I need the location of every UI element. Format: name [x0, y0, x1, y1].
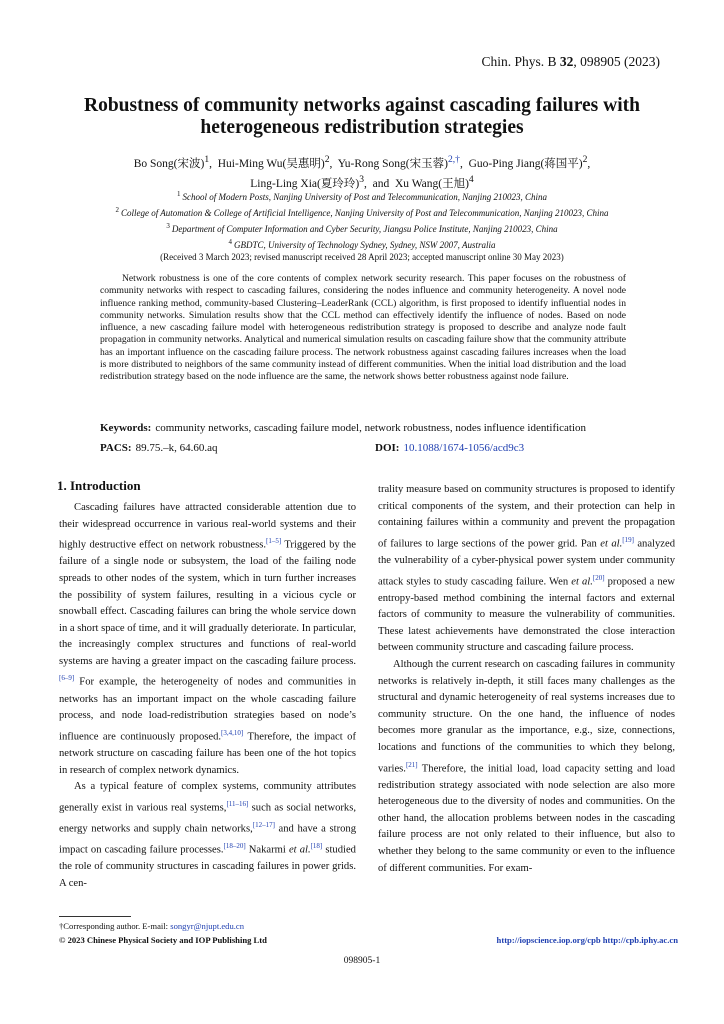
author: Bo Song(宋波)	[133, 157, 205, 170]
author: Yu-Rong Song(宋玉蓉)	[337, 157, 448, 170]
copyright: © 2023 Chinese Physical Society and IOP Publishing Ltd	[59, 935, 267, 945]
section-heading-introduction: 1. Introduction	[57, 478, 141, 493]
author-affiliation-mark: 4	[468, 173, 474, 185]
author-affiliation-mark: 1	[204, 154, 210, 165]
citation-link[interactable]: [11–16]	[226, 799, 249, 808]
citation-link[interactable]: [12–17]	[252, 820, 275, 829]
author-affiliation-mark: 2	[324, 154, 330, 165]
affiliation: $^1$ School of Modern Posts, Nanjing University of Post and Telecommunication, Nanjing 210023, China	[177, 190, 547, 202]
journal-year: (2023)	[624, 54, 660, 69]
author-affiliation-mark: 2,†	[447, 154, 460, 165]
corresponding-author-footnote: †Corresponding author. E-mail: songyr@njupt.edu.cn	[59, 921, 245, 931]
email-link[interactable]: songyr@njupt.edu.cn	[170, 921, 245, 931]
author-affiliation-mark: 3	[359, 173, 364, 185]
page-number: 098905-1	[343, 956, 381, 966]
paragraph: As a typical feature of complex systems, community attributes generally exist in various real systems,[11–16] such as social networks, energy networks and supply chain networks,[12–17] and have a strong impact on cascading failure processes.[18–20] Nakarmi et al.[18] studied the role of community structures in cascading failures in power grids. A cen-	[59, 781, 357, 889]
paragraph: Cascading failures have attracted considerable attention due to their widespread occurrence in various real-world systems and their highly destructive effect on network robustness.[1–5] Triggered by the failure of a single node or subsystem, the load of the failing node spreads to other nodes of the system, which in turn further increases the possibility of system failures, resulting in a vicious cycle or snowball effect. Cascading failures can bring the whole service down in a short space of time, and it will gradually deteriorate. In particular, the increasingly complex structures and functions of real-world systems are having a greater impact on the cascading failure process.[6–9] For example, the heterogeneity of nodes and communities in networks has an important impact on the whole cascading failure process, and node load-redistribution strategies based on node’s influence are continuously proposed.[3,4,10] Therefore, the impact of network structure on cascading failure has been one of the hot topics in research of complex network dynamics.	[59, 502, 356, 776]
journal-name: Chin. Phys. B	[481, 54, 557, 69]
footnote-rule	[59, 916, 131, 917]
paragraph: trality measure based on community structures is proposed to identify critical components of the system, and their protection can help in containing failures within a community and prevent the propagation of failures to large sections of the power grid. Pan et al.[19] analyzed the vulnerability of a cyber-physical power system under community attack styles to study cascading failure. Wen et al.[20] proposed a new entropy-based method combining the internal factors and external factors of community to measure the vulnerability of communities. These latest achievements have demonstrated the close interaction between community structure and cascading failure process.	[378, 484, 675, 654]
citation-link[interactable]: [21]	[405, 760, 418, 769]
affiliation: $^4$ GBDTC, University of Technology Sydney, Sydney, NSW 2007, Australia	[228, 238, 496, 250]
citation-link[interactable]: [3,4,10]	[221, 728, 244, 737]
title-line-2: heterogeneous redistribution strategies	[200, 117, 524, 138]
doi-label: DOI:	[375, 442, 400, 454]
keywords-text: community networks, cascading failure model, network robustness, nodes influence identification	[155, 422, 587, 434]
citation-link[interactable]: [18]	[310, 841, 323, 850]
affiliation: $^3$ Department of Computer Information and Cyber Security, Jiangsu Police Institute, Nanjing 210023, China	[166, 222, 558, 234]
received-dates: (Received 3 March 2023; revised manuscript received 28 April 2023; accepted manuscript online 30 May 2023)	[160, 252, 564, 262]
citation-link[interactable]: [6–9]	[59, 674, 75, 683]
pacs	[100, 442, 217, 454]
author-affiliation-mark: 2	[582, 154, 588, 165]
doi	[375, 442, 524, 454]
title-line-1: Robustness of community networks against cascading failures with	[84, 95, 640, 116]
pacs-codes: 89.75.–k, 64.60.aq	[135, 442, 218, 454]
author: Guo-Ping Jiang(蒋国平)	[468, 157, 583, 170]
affiliation-list	[60, 188, 664, 252]
keywords-label: Keywords:	[100, 422, 152, 434]
keywords	[100, 422, 660, 434]
author: Ling-Ling Xia(夏玲玲)	[250, 177, 360, 190]
abstract: Network robustness is one of the core contents of complex network security research. This paper focuses on the robustness of community networks with respect to cascading failures, considering the nodes influence and community heterogeneity. A novel node influence ranking method, community-based Clustering–LeaderRank (CCL) algorithm, is first proposed to identify influential nodes in community networks. Simulation results show that the CCL method can effectively identify the influence of nodes. Based on node influence, a new cascading failure model with heterogeneous redistribution strategy is proposed to describe and analyze node fault propagation in community networks. Analytical and numerical simulation results on cascading failure show that the community attribute has an important influence on the cascading failure process. The network robustness against cascading failures increases when the load is more distributed to neighbors of the same community instead of different communities. When the initial load distribution and the load redistribution strategy based on the node influence are the same, the network shows better robustness against node failure.	[100, 273, 626, 383]
journal-volume: 32	[559, 54, 574, 69]
body-column-right	[378, 482, 675, 877]
author: Xu Wang(王旭)	[394, 177, 469, 190]
author: Hui-Ming Wu(吴惠明)	[217, 157, 325, 170]
citation-link[interactable]: [18–20]	[223, 841, 246, 850]
citation-link[interactable]: [19]	[622, 535, 634, 544]
paper-title	[40, 95, 684, 139]
article-number: 098905	[580, 54, 621, 69]
journal-links[interactable]: http://iopscience.iop.org/cpb http://cpb.iphy.ac.cn	[496, 935, 678, 945]
affiliation: $^2$ College of Automation & College of Artificial Intelligence, Nanjing University of Post and Telecommunication, Nanjing 210023, China	[115, 206, 609, 218]
pacs-label: PACS:	[100, 442, 132, 454]
citation-link[interactable]: [1–5]	[265, 537, 282, 546]
paragraph: Although the current research on cascading failures in community networks is relatively in-depth, it still faces many challenges as the structural and dynamic heterogeneity of real systems increases due to community structure. On the one hand, the influence of nodes becomes more granular as the importance, e.g., size, connections, locations and functions of the communities to which they belong, varies.[21] Therefore, the initial load, load capacity setting and load redistribution strategy associated with node selection are also more heterogeneous due to the diversity of nodes and communities. On the other hand, the allocation problems between nodes in the cascading failure process are not only related to their influence, but also to whether they belong to the same community or even to the influence of different communities. For exam-	[378, 659, 675, 874]
citation-link[interactable]: [20]	[592, 573, 605, 582]
journal-header: Chin. Phys. B 32, 098905 (2023)	[481, 54, 660, 69]
doi-link[interactable]: 10.1088/1674-1056/acd9c3	[403, 442, 525, 454]
author-list: Bo Song(宋波)$^1$, Hui-Ming Wu(吴惠明)$^2$, Yu-Rong Song(宋玉蓉)$^{2,\dagger}$, Guo-Ping Jiang(蒋国平)$^2$, Ling-Ling Xia(夏玲玲)$^3$, and Xu Wang(王旭)$^4$	[133, 154, 591, 190]
body-column-left	[59, 500, 356, 892]
